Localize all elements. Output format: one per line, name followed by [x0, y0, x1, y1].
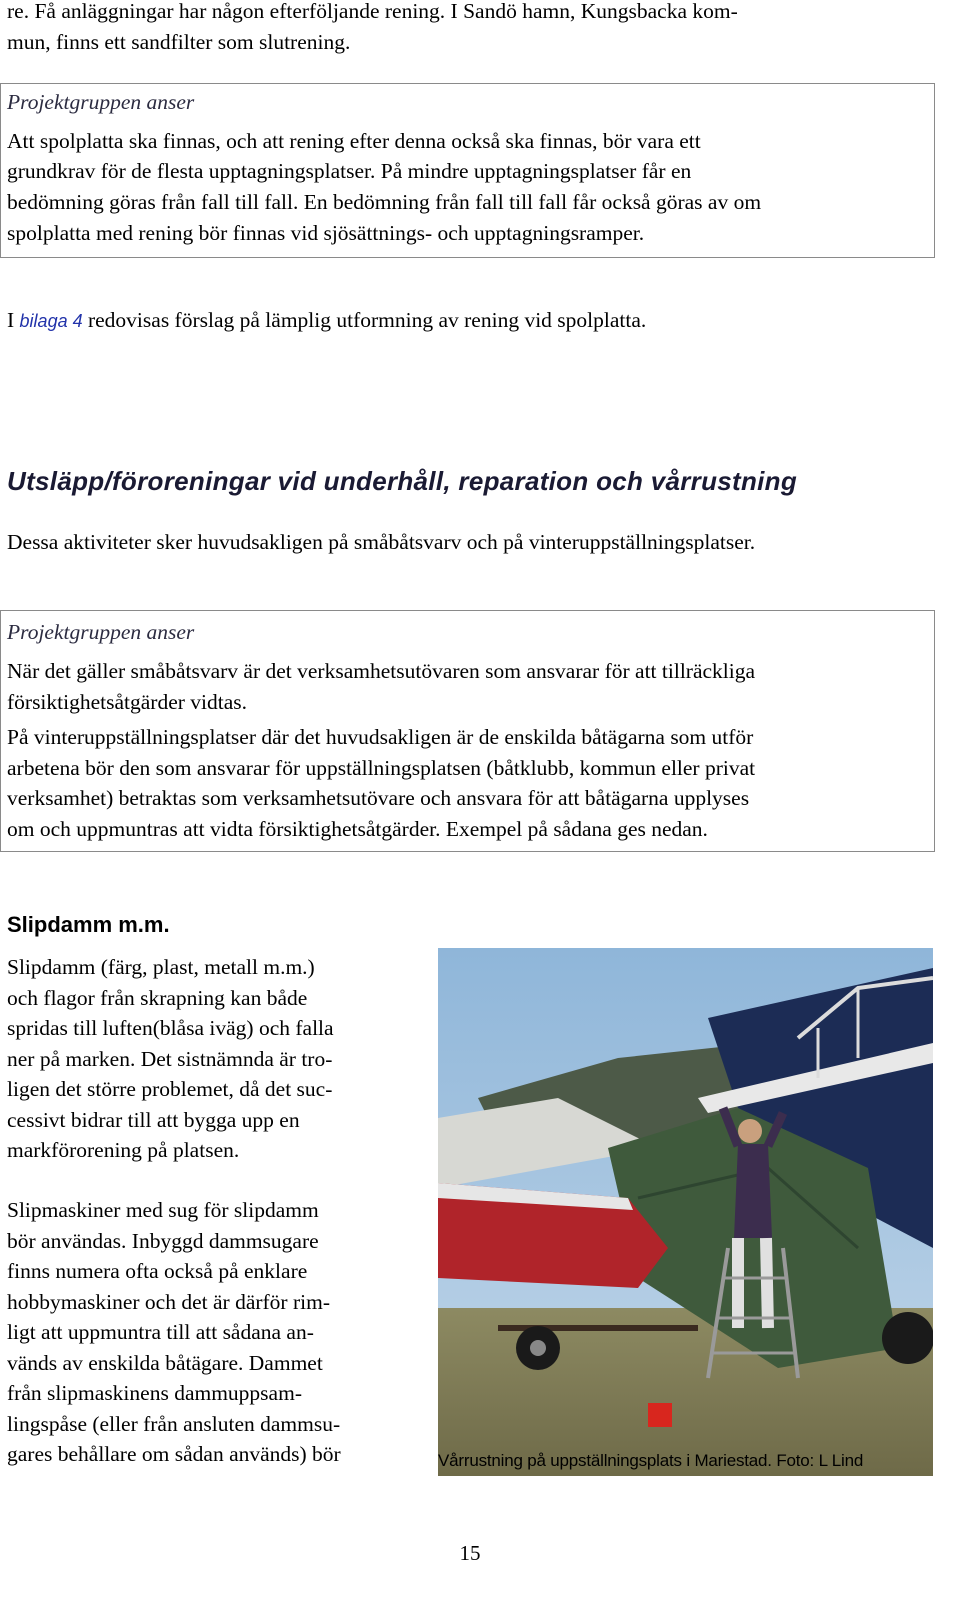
bilaga-suffix: redovisas förslag på lämplig utformning av rening vid spolplatta. [87, 308, 647, 332]
box-line: försiktighetsåtgärder vidtas. [7, 690, 248, 714]
body-line: och flagor från skrapning kan både [7, 986, 308, 1010]
boat-photo-illustration [438, 948, 933, 1476]
body-line: spridas till luften(blåsa iväg) och falla [7, 1016, 334, 1040]
intro-line: mun, finns ett sandfilter som slutrening. [7, 30, 351, 54]
body-line: ligen det större problemet, då det suc- [7, 1077, 333, 1101]
section-intro: Dessa aktiviteter sker huvudsakligen på småbåtsvarv och på vinteruppställningsplatser. [7, 530, 756, 554]
body-line: Slipmaskiner med sug för slipdamm [7, 1198, 319, 1222]
intro-line: re. Få anläggningar har någon efterföljande rening. I Sandö hamn, Kungsbacka kom- [7, 0, 738, 23]
box-line: När det gäller småbåtsvarv är det verksamhetsutövaren som ansvarar för att tillräckliga [7, 659, 756, 683]
box-label: Projektgruppen anser [7, 90, 195, 114]
box-line: grundkrav för de flesta upptagningsplatser. På mindre upptagningsplatser får en [7, 159, 692, 183]
subsection-heading: Slipdamm m.m. [7, 912, 170, 937]
bilaga-link[interactable]: bilaga 4 [19, 311, 83, 331]
body-line: ligt att uppmuntra till att sådana an- [7, 1320, 314, 1344]
body-line: från slipmaskinens dammuppsam- [7, 1381, 302, 1405]
body-line: markförorening på platsen. [7, 1138, 240, 1162]
body-line: lingspåse (eller från ansluten dammsu- [7, 1412, 341, 1436]
box-line: På vinteruppställningsplatser där det huvudsakligen är de enskilda båtägarna som utför [7, 725, 754, 749]
photo-caption: Vårrustning på uppställningsplats i Mariestad. Foto: L Lind [438, 1451, 864, 1470]
box-line: Att spolplatta ska finnas, och att rening efter denna också ska finnas, bör vara ett [7, 129, 701, 153]
body-line: ner på marken. Det sistnämnda är tro- [7, 1047, 333, 1071]
boat-photo [438, 948, 933, 1476]
body-line: Slipdamm (färg, plast, metall m.m.) [7, 955, 315, 979]
body-line: hobbymaskiner och det är därför rim- [7, 1290, 330, 1314]
body-line: vänds av enskilda båtägare. Dammet [7, 1351, 323, 1375]
body-line: bör användas. Inbyggd dammsugare [7, 1229, 319, 1253]
box-line: arbetena bör den som ansvarar för uppställningsplatsen (båtklubb, kommun eller privat [7, 756, 756, 780]
box-label: Projektgruppen anser [7, 620, 195, 644]
bilaga-paragraph [7, 305, 646, 337]
box-line: om och uppmuntras att vidta försiktighetsåtgärder. Exempel på sådana ges nedan. [7, 817, 708, 841]
section-heading: Utsläpp/föroreningar vid underhåll, reparation och vårrustning [7, 466, 798, 496]
bilaga-prefix: I [7, 308, 15, 332]
page-number: 15 [459, 1541, 481, 1565]
body-line: finns numera ofta också på enklare [7, 1259, 308, 1283]
box-line: bedömning göras från fall till fall. En bedömning från fall till fall får också göras av om [7, 190, 762, 214]
box-line: spolplatta med rening bör finnas vid sjösättnings- och upptagningsramper. [7, 221, 645, 245]
box-line: verksamhet) betraktas som verksamhetsutövare och ansvara för att båtägarna upplyses [7, 786, 750, 810]
body-line: gares behållare om sådan används) bör [7, 1442, 341, 1466]
body-line: cessivt bidrar till att bygga upp en [7, 1108, 300, 1132]
